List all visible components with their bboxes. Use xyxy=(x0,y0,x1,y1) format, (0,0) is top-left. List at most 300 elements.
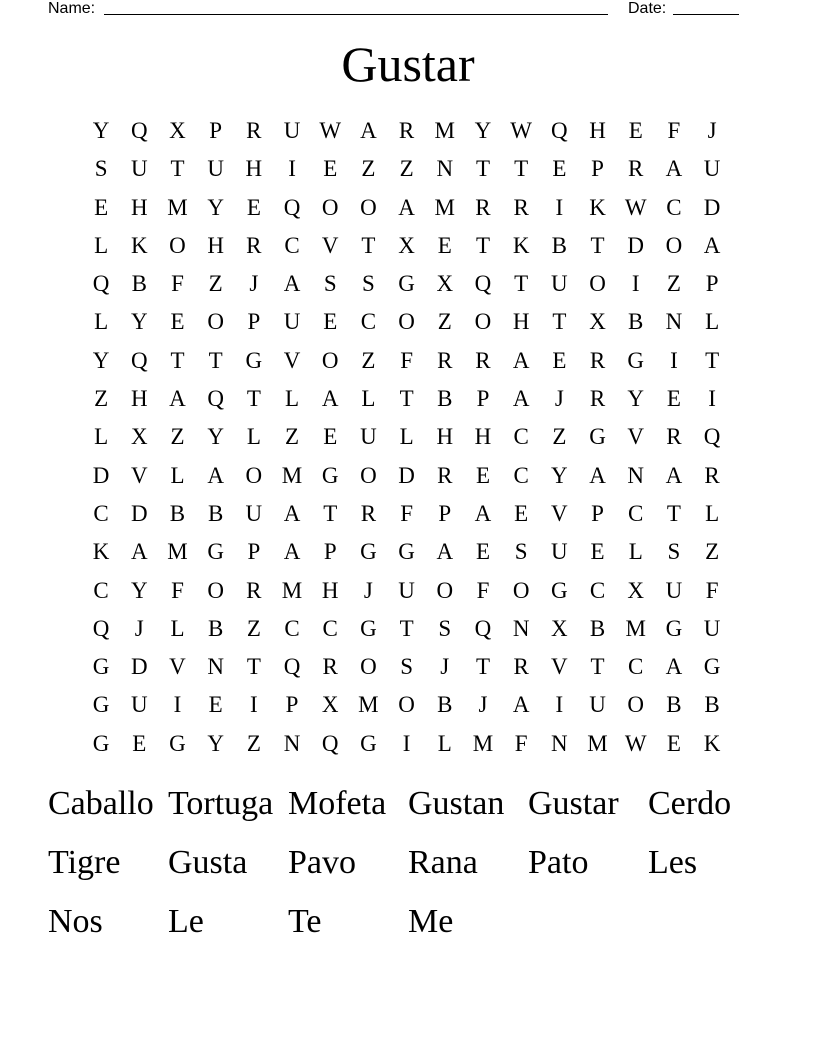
grid-letter: U xyxy=(130,156,148,182)
grid-letter: E xyxy=(170,309,185,335)
grid-letter: E xyxy=(208,692,223,718)
worksheet-header xyxy=(48,0,748,20)
word-bank-item: Rana xyxy=(408,844,478,881)
grid-letter: Y xyxy=(551,462,568,488)
grid-letter: O xyxy=(207,309,224,335)
grid-letter: R xyxy=(666,424,682,450)
grid-letter: T xyxy=(590,232,605,258)
grid-letter: Z xyxy=(208,271,223,297)
grid-letter: A xyxy=(665,462,683,488)
grid-letter: L xyxy=(94,309,109,335)
grid-letter: I xyxy=(555,194,564,220)
grid-letter: G xyxy=(360,730,377,756)
grid-letter: Q xyxy=(703,424,721,450)
grid-letter: C xyxy=(93,577,109,603)
grid-letter: X xyxy=(551,615,568,641)
grid-letter: E xyxy=(590,539,605,565)
grid-letter: R xyxy=(704,462,720,488)
grid-letter: O xyxy=(589,271,606,297)
grid-letter: N xyxy=(551,730,568,756)
grid-letter: L xyxy=(705,309,720,335)
grid-letter: Q xyxy=(130,118,148,143)
word-bank-item: Nos xyxy=(48,903,103,940)
grid-letter: R xyxy=(628,156,644,182)
grid-letter: G xyxy=(207,539,224,565)
grid-letter: Q xyxy=(130,347,148,373)
grid-letter: G xyxy=(360,539,377,565)
grid-letter: S xyxy=(94,156,108,182)
grid-letter: L xyxy=(170,615,185,641)
grid-letter: F xyxy=(667,118,681,143)
grid-letter: U xyxy=(551,271,568,297)
grid-letter: N xyxy=(436,156,454,182)
grid-letter: G xyxy=(398,271,415,297)
grid-letter: L xyxy=(246,424,261,450)
name-blank-line xyxy=(104,14,608,15)
grid-letter: A xyxy=(512,347,530,373)
grid-letter: F xyxy=(705,577,719,603)
grid-letter: X xyxy=(169,118,186,143)
grid-letter: E xyxy=(323,424,338,450)
grid-letter: K xyxy=(92,539,110,565)
word-search-grid xyxy=(82,112,731,763)
grid-letter: M xyxy=(472,730,494,756)
grid-letter: Q xyxy=(92,271,110,297)
word-bank-item: Mofeta xyxy=(288,785,387,822)
grid-letter: A xyxy=(665,654,683,680)
grid-letter: F xyxy=(171,577,184,603)
grid-letter: Z xyxy=(666,271,681,297)
grid-letter: D xyxy=(627,232,645,258)
grid-letter: O xyxy=(665,232,683,258)
grid-letter: O xyxy=(512,577,530,603)
grid-letter: R xyxy=(246,118,262,143)
grid-letter: Y xyxy=(474,118,492,143)
grid-letter: I xyxy=(250,692,258,718)
grid-letter: U xyxy=(207,156,224,182)
grid-letter: A xyxy=(283,500,301,526)
grid-letter: I xyxy=(173,692,182,718)
grid-letter: H xyxy=(207,232,224,258)
grid-letter: O xyxy=(474,309,492,335)
grid-letter: M xyxy=(587,730,608,756)
grid-letter: G xyxy=(92,730,110,756)
grid-letter: O xyxy=(169,232,186,258)
grid-letter: R xyxy=(437,462,453,488)
grid-letter: T xyxy=(246,654,261,680)
grid-letter: J xyxy=(249,271,259,297)
grid-letter: L xyxy=(170,462,185,488)
grid-letter: Z xyxy=(361,347,376,373)
grid-letter: A xyxy=(436,539,454,565)
grid-letter: L xyxy=(628,539,643,565)
grid-letter: C xyxy=(589,577,606,603)
grid-letter: U xyxy=(551,539,568,565)
grid-letter: H xyxy=(130,194,148,220)
grid-letter: I xyxy=(631,271,640,297)
grid-letter: W xyxy=(624,730,647,756)
grid-letter: U xyxy=(130,692,148,718)
grid-letter: C xyxy=(628,654,644,680)
grid-letter: M xyxy=(167,194,188,220)
grid-letter: Z xyxy=(94,386,109,412)
grid-letter: J xyxy=(478,692,488,718)
grid-letter: G xyxy=(551,577,568,603)
grid-letter: P xyxy=(247,309,261,335)
grid-letter: G xyxy=(627,347,645,373)
grid-letter: G xyxy=(665,615,683,641)
grid-letter: Z xyxy=(399,156,414,182)
grid-letter: P xyxy=(591,500,604,526)
grid-letter: O xyxy=(207,577,224,603)
grid-letter: P xyxy=(476,386,490,412)
grid-letter: G xyxy=(92,692,110,718)
word-bank-item: Gusta xyxy=(168,844,248,881)
grid-letter: J xyxy=(707,118,717,143)
grid-letter: G xyxy=(398,539,415,565)
grid-letter: E xyxy=(132,730,147,756)
grid-letter: R xyxy=(513,194,529,220)
grid-letter: D xyxy=(398,462,415,488)
grid-letter: B xyxy=(666,692,682,718)
grid-letter: F xyxy=(400,347,413,373)
grid-letter: G xyxy=(360,615,377,641)
grid-letter: R xyxy=(437,347,453,373)
grid-letter: I xyxy=(555,692,564,718)
grid-letter: G xyxy=(169,730,186,756)
grid-letter: Z xyxy=(552,424,567,450)
word-bank-item: Me xyxy=(408,903,454,940)
grid-letter: Y xyxy=(130,309,148,335)
grid-letter: B xyxy=(437,386,453,412)
grid-letter: I xyxy=(402,730,411,756)
grid-letter: Z xyxy=(361,156,376,182)
grid-letter: U xyxy=(398,577,415,603)
grid-letter: T xyxy=(475,232,490,258)
grid-letter: C xyxy=(513,424,529,450)
date-label: Date: xyxy=(628,0,667,17)
grid-letter: Q xyxy=(551,118,568,143)
grid-letter: O xyxy=(245,462,263,488)
grid-letter: A xyxy=(474,500,492,526)
grid-letter: F xyxy=(514,730,528,756)
grid-letter: L xyxy=(705,500,720,526)
grid-letter: O xyxy=(398,309,415,335)
grid-letter: O xyxy=(321,347,339,373)
grid-letter: M xyxy=(434,118,455,143)
grid-letter: I xyxy=(670,347,678,373)
grid-letter: G xyxy=(92,654,110,680)
page-title: Gustar xyxy=(341,36,475,92)
grid-letter: V xyxy=(130,462,148,488)
grid-letter: A xyxy=(512,692,530,718)
grid-letter: M xyxy=(434,194,455,220)
grid-letter: C xyxy=(513,462,529,488)
grid-letter: R xyxy=(589,386,606,412)
grid-letter: X xyxy=(321,692,339,718)
grid-letter: T xyxy=(590,654,605,680)
grid-letter: P xyxy=(591,156,604,182)
grid-letter: E xyxy=(666,730,681,756)
grid-letter: Z xyxy=(246,615,261,641)
grid-letter: F xyxy=(171,271,184,297)
grid-letter: U xyxy=(665,577,683,603)
grid-letter: E xyxy=(323,156,338,182)
grid-letter: A xyxy=(321,386,339,412)
grid-letter: G xyxy=(703,654,721,680)
grid-letter: I xyxy=(288,156,296,182)
grid-letter: J xyxy=(134,615,144,641)
grid-letter: E xyxy=(323,309,338,335)
grid-letter: E xyxy=(552,156,567,182)
grid-letter: K xyxy=(130,232,148,258)
grid-letter: O xyxy=(321,194,339,220)
grid-letter: U xyxy=(360,424,377,450)
grid-letter: T xyxy=(208,347,223,373)
grid-letter: R xyxy=(246,577,262,603)
grid-letter: R xyxy=(398,118,415,143)
word-bank-item: Pavo xyxy=(288,844,356,881)
grid-letter: V xyxy=(627,424,645,450)
grid-letter: O xyxy=(398,692,415,718)
grid-letter: Z xyxy=(246,730,261,756)
grid-letter: E xyxy=(437,232,452,258)
grid-letter: A xyxy=(703,232,721,258)
grid-letter: T xyxy=(323,500,338,526)
grid-letter: L xyxy=(361,386,376,412)
grid-letter: W xyxy=(510,118,533,143)
grid-letter: Q xyxy=(474,271,492,297)
grid-letter: B xyxy=(551,232,568,258)
grid-letter: X xyxy=(436,271,454,297)
grid-letter: G xyxy=(245,347,263,373)
grid-letter: S xyxy=(438,615,452,641)
grid-letter: E xyxy=(475,539,490,565)
grid-letter: M xyxy=(167,539,188,565)
grid-letter: B xyxy=(207,615,224,641)
grid-letter: I xyxy=(708,386,716,412)
grid-letter: C xyxy=(628,500,644,526)
grid-letter: A xyxy=(512,386,530,412)
grid-letter: P xyxy=(438,500,452,526)
grid-letter: A xyxy=(283,539,301,565)
grid-letter: A xyxy=(398,194,415,220)
grid-letter: O xyxy=(360,194,377,220)
grid-letter: R xyxy=(475,194,491,220)
grid-letter: J xyxy=(363,577,373,603)
grid-letter: C xyxy=(322,615,338,641)
grid-letter: T xyxy=(552,309,567,335)
grid-letter: A xyxy=(283,271,301,297)
grid-letter: D xyxy=(130,654,148,680)
grid-letter: Q xyxy=(474,615,492,641)
grid-letter: Q xyxy=(283,654,301,680)
grid-letter: D xyxy=(703,194,721,220)
grid-letter: P xyxy=(285,692,299,718)
grid-letter: V xyxy=(551,500,568,526)
grid-letter: C xyxy=(360,309,377,335)
grid-letter: R xyxy=(322,654,338,680)
grid-letter: N xyxy=(207,654,224,680)
grid-letter: Z xyxy=(437,309,452,335)
grid-letter: H xyxy=(130,386,148,412)
grid-letter: R xyxy=(589,347,606,373)
word-bank xyxy=(48,776,768,953)
grid-letter: Y xyxy=(207,424,224,450)
grid-letter: P xyxy=(209,118,223,143)
grid-letter: Y xyxy=(627,386,645,412)
grid-letter: J xyxy=(440,654,450,680)
grid-letter: U xyxy=(245,500,263,526)
grid-letter: E xyxy=(666,386,681,412)
grid-letter: E xyxy=(514,500,529,526)
grid-letter: B xyxy=(131,271,147,297)
grid-letter: H xyxy=(589,118,606,143)
grid-letter: V xyxy=(283,347,301,373)
grid-letter: B xyxy=(704,692,720,718)
grid-letter: V xyxy=(169,654,186,680)
grid-letter: H xyxy=(512,309,530,335)
grid-letter: M xyxy=(358,692,379,718)
grid-letter: Y xyxy=(130,577,148,603)
word-bank-item: Gustan xyxy=(408,785,505,822)
grid-letter: M xyxy=(281,577,303,603)
grid-letter: V xyxy=(551,654,568,680)
grid-letter: K xyxy=(512,232,530,258)
word-bank-item: Caballo xyxy=(48,785,154,822)
grid-letter: E xyxy=(552,347,567,373)
grid-letter: Z xyxy=(705,539,720,565)
word-bank-item: Te xyxy=(288,903,322,940)
grid-letter: Q xyxy=(92,615,110,641)
grid-letter: T xyxy=(170,347,185,373)
grid-letter: F xyxy=(400,500,413,526)
grid-letter: A xyxy=(207,462,224,488)
grid-letter: U xyxy=(283,309,301,335)
grid-letter: L xyxy=(94,232,109,258)
grid-letter: T xyxy=(666,500,681,526)
grid-letter: M xyxy=(281,462,303,488)
grid-letter: D xyxy=(130,500,148,526)
grid-letter: W xyxy=(624,194,647,220)
grid-letter: R xyxy=(513,654,529,680)
grid-letter: H xyxy=(436,424,454,450)
grid-letter: X xyxy=(130,424,148,450)
grid-letter: V xyxy=(321,232,339,258)
word-bank-item: Tigre xyxy=(48,844,121,881)
grid-letter: E xyxy=(94,194,109,220)
grid-letter: U xyxy=(703,615,721,641)
grid-letter: T xyxy=(399,386,414,412)
word-bank-item: Le xyxy=(168,903,204,940)
grid-letter: O xyxy=(360,462,377,488)
grid-letter: O xyxy=(436,577,454,603)
date-blank-line xyxy=(673,14,739,15)
grid-letter: L xyxy=(437,730,452,756)
grid-letter: A xyxy=(169,386,186,412)
grid-letter: C xyxy=(666,194,682,220)
grid-letter: R xyxy=(475,347,491,373)
grid-letter: T xyxy=(475,654,490,680)
grid-letter: U xyxy=(703,156,721,182)
grid-letter: G xyxy=(321,462,339,488)
grid-letter: B xyxy=(437,692,453,718)
grid-letter: Y xyxy=(92,347,110,373)
grid-letter: S xyxy=(667,539,681,565)
grid-letter: E xyxy=(628,118,643,143)
grid-letter: Q xyxy=(321,730,339,756)
grid-letter: L xyxy=(399,424,414,450)
grid-letter: C xyxy=(284,615,300,641)
grid-letter: K xyxy=(703,730,721,756)
word-bank-item: Tortuga xyxy=(168,785,274,822)
grid-letter: T xyxy=(475,156,490,182)
grid-letter: B xyxy=(628,309,644,335)
grid-letter: C xyxy=(284,232,300,258)
grid-letter: R xyxy=(246,232,262,258)
grid-letter: X xyxy=(398,232,415,258)
grid-letter: B xyxy=(589,615,606,641)
grid-letter: R xyxy=(360,500,377,526)
grid-letter: E xyxy=(475,462,490,488)
grid-letter: P xyxy=(705,271,719,297)
grid-letter: P xyxy=(323,539,337,565)
grid-letter: N xyxy=(627,462,645,488)
grid-letter: K xyxy=(589,194,606,220)
grid-letter: U xyxy=(283,118,301,143)
word-bank-item: Cerdo xyxy=(648,785,732,822)
grid-letter: N xyxy=(512,615,530,641)
grid-letter: H xyxy=(245,156,263,182)
grid-letter: T xyxy=(170,156,185,182)
grid-letter: S xyxy=(514,539,528,565)
grid-letter: Q xyxy=(283,194,301,220)
grid-letter: Y xyxy=(207,194,224,220)
grid-letter: E xyxy=(246,194,261,220)
grid-letter: A xyxy=(589,462,606,488)
grid-letter: B xyxy=(169,500,186,526)
grid-letter: S xyxy=(362,271,375,297)
grid-letter: B xyxy=(207,500,224,526)
grid-letter: T xyxy=(514,156,529,182)
grid-letter: U xyxy=(589,692,606,718)
grid-letter: Y xyxy=(92,118,110,143)
grid-letter: O xyxy=(627,692,645,718)
grid-letter: F xyxy=(476,577,490,603)
word-bank-item: Les xyxy=(648,844,698,881)
grid-letter: X xyxy=(627,577,645,603)
grid-letter: J xyxy=(554,386,564,412)
grid-letter: Q xyxy=(207,386,224,412)
grid-letter: N xyxy=(665,309,683,335)
grid-letter: O xyxy=(360,654,377,680)
grid-letter: H xyxy=(321,577,339,603)
grid-letter: A xyxy=(665,156,683,182)
grid-letter: M xyxy=(625,615,646,641)
grid-letter: P xyxy=(247,539,261,565)
grid-letter: A xyxy=(360,118,377,143)
grid-letter: L xyxy=(285,386,300,412)
name-label: Name: xyxy=(48,0,96,17)
grid-letter: D xyxy=(92,462,110,488)
grid-letter: Z xyxy=(170,424,185,450)
grid-letter: T xyxy=(705,347,720,373)
grid-letter: A xyxy=(130,539,148,565)
grid-letter: C xyxy=(93,500,109,526)
grid-letter: H xyxy=(474,424,492,450)
grid-letter: S xyxy=(400,654,413,680)
grid-letter: Y xyxy=(207,730,224,756)
